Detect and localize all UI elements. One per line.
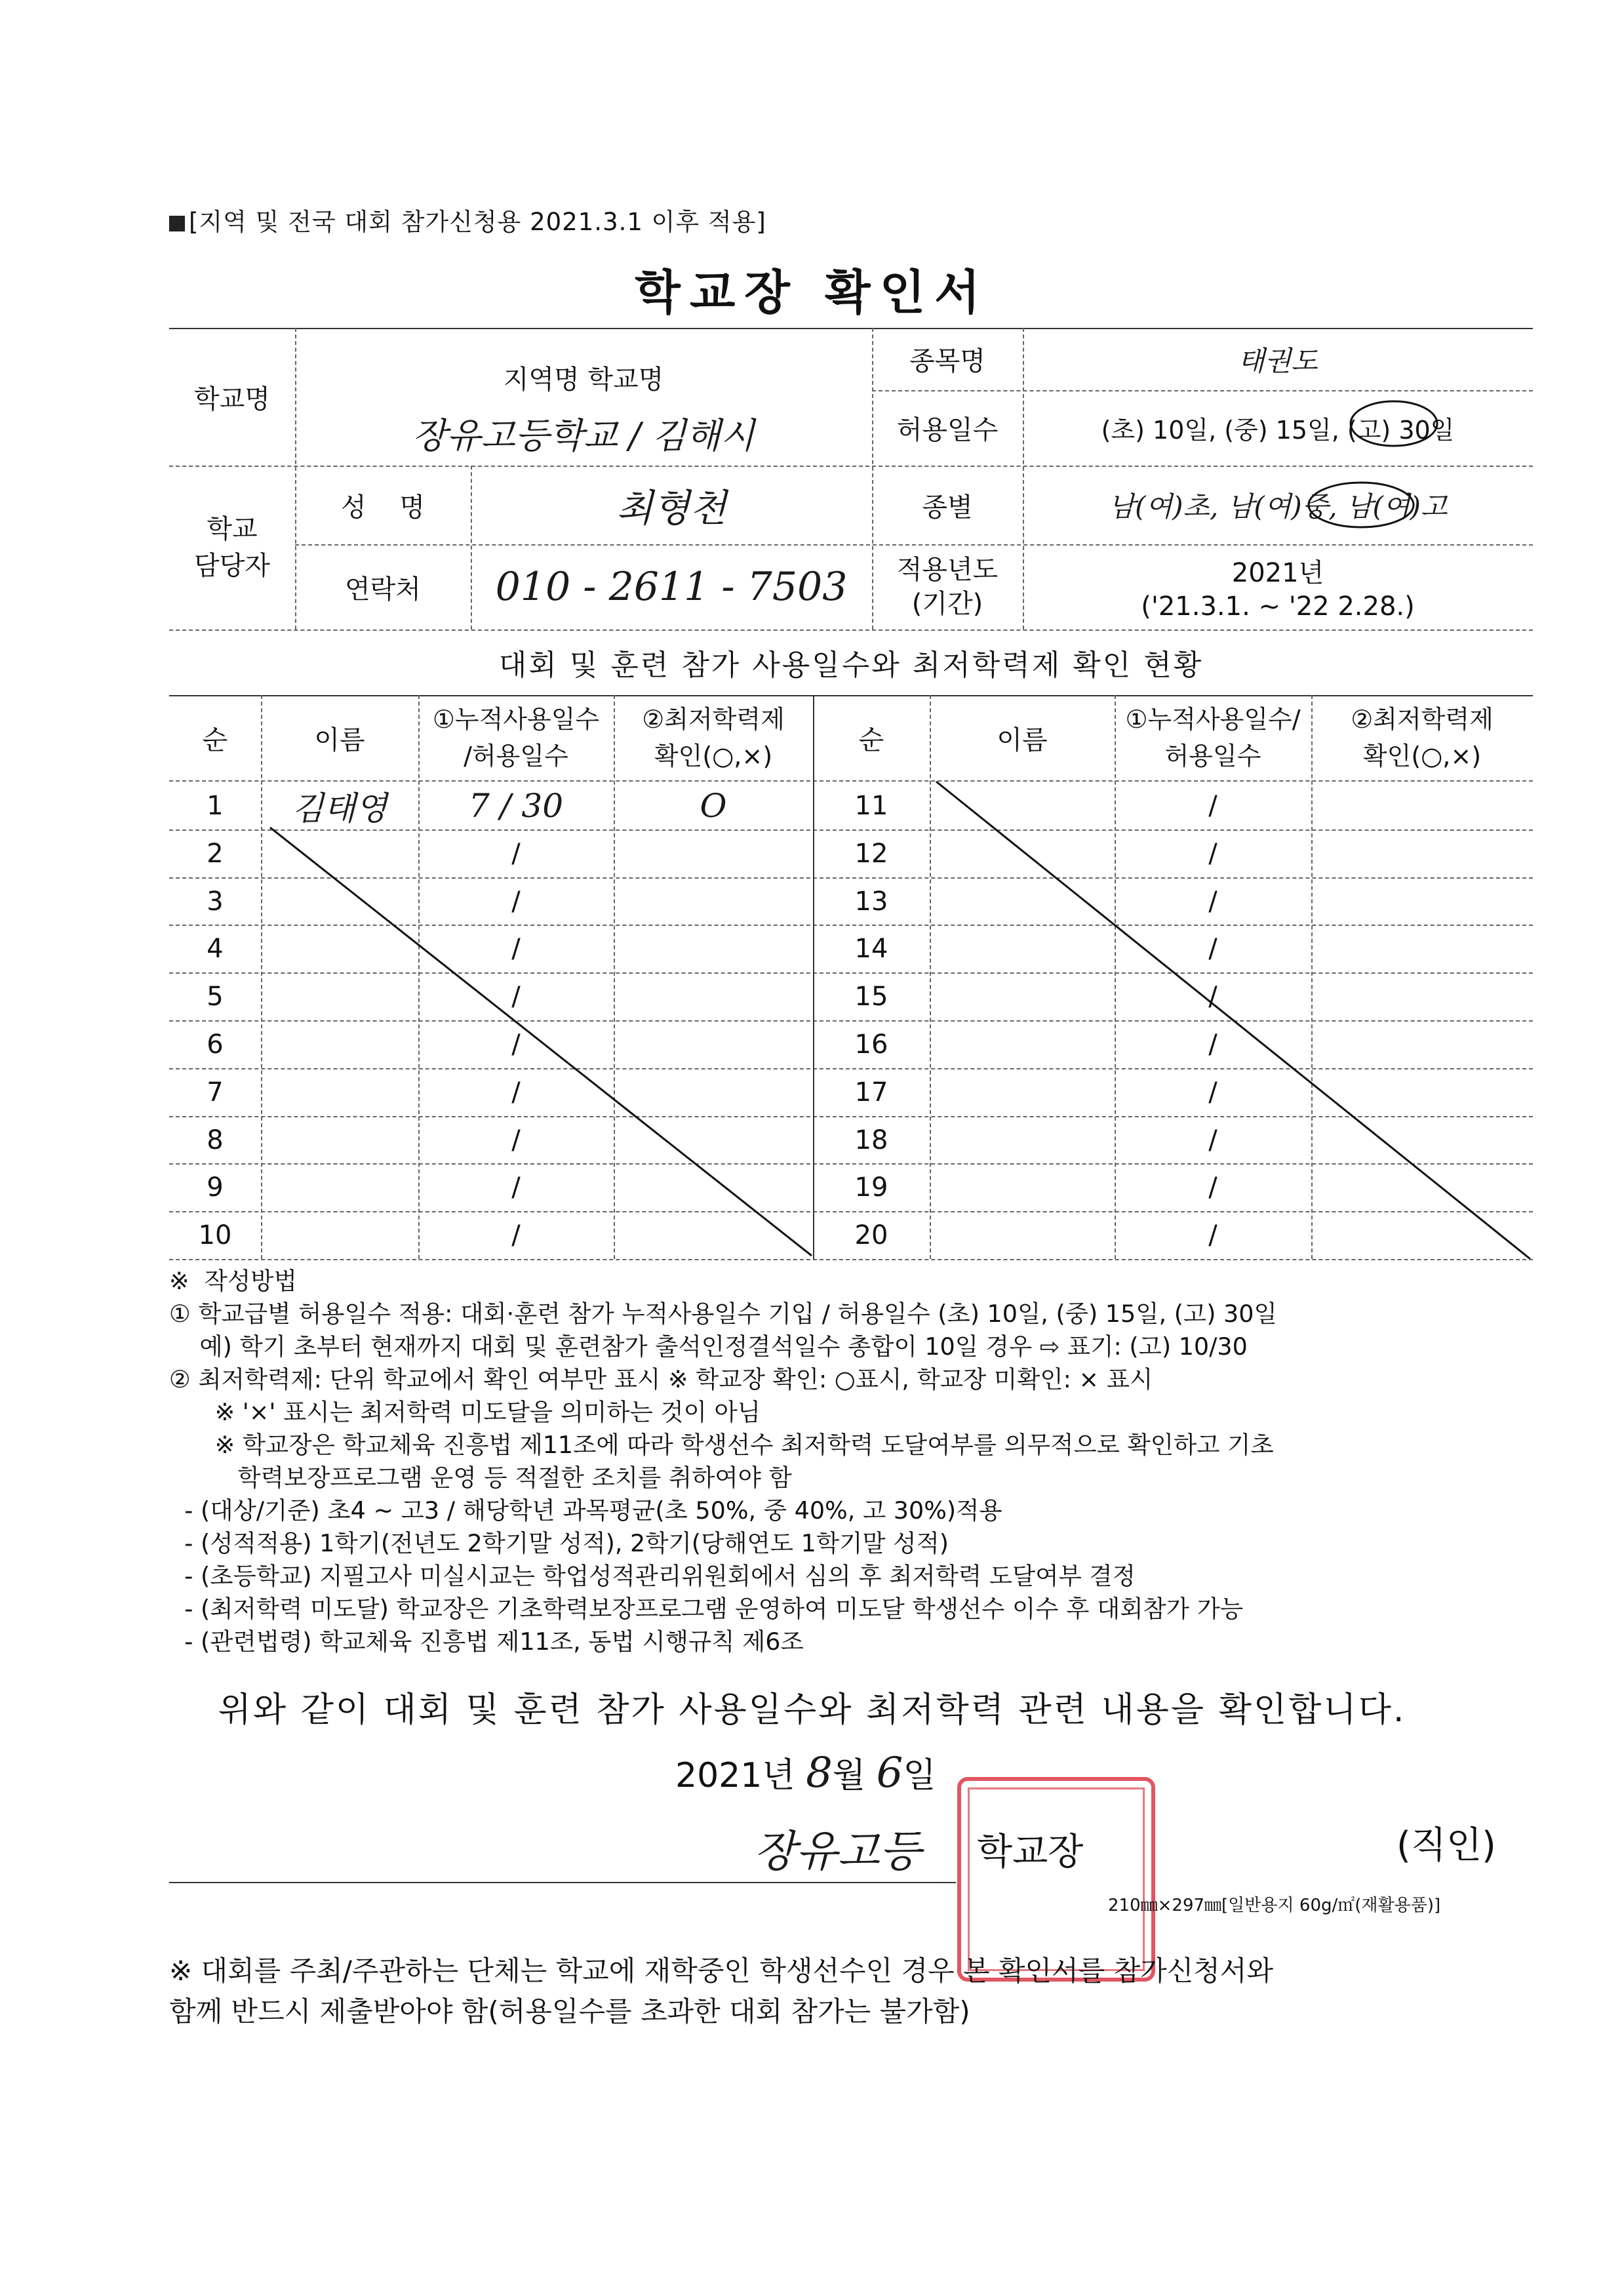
note-line: 학력보장프로그램 운영 등 적절한 조치를 취하여야 함 [169,1464,792,1492]
cumulative-days: / [511,1172,521,1203]
row-number-2: 19 [854,1172,888,1203]
cumulative-days: / [511,838,521,869]
row-number: 4 [207,933,224,964]
row-number-2: 16 [854,1029,888,1060]
row-number: 1 [207,790,224,821]
note-line: - (대상/기준) 초4 ~ 고3 / 해당학년 과목평균(초 50%, 중 40%, 고 30%)적용 [169,1496,1002,1525]
cumulative-days: / [511,981,521,1012]
seal-label: (직인) [1396,1824,1496,1867]
cumulative-days-2: / [1208,1077,1218,1108]
student-name: 김태영 [292,789,387,828]
row-number-2: 17 [854,1077,888,1108]
col-header-no: 순 [202,725,228,755]
contact-label: 연락처 [345,574,421,605]
date-day-unit: 일 [903,1756,936,1795]
cumulative-days-2: / [1208,981,1218,1012]
cumulative-days-2: / [1208,886,1218,917]
row-number: 7 [207,1077,224,1108]
col-header-name: 이름 [314,725,365,755]
date-month: 8 [806,1749,833,1797]
col-header-check: ②최저학력제 확인(○,×) [642,705,785,770]
year-label: 적용년도 (기간) [896,555,999,619]
row-number-2: 18 [854,1125,888,1155]
category-value: 남(여)초, 남(여)중, 남(여)고 [1108,490,1448,523]
document-title: 학교장 확인서 [635,265,989,320]
cumulative-days-2: / [1208,1125,1218,1155]
submission-note [169,1951,1273,2032]
category-label: 종별 [922,492,973,523]
submission-note-line-1: ※ 대회를 주최/주관하는 단체는 학교에 재학중인 학생선수인 경우 본 확인서를 참가신청서와 [169,1955,1274,1987]
signature-rule [169,1882,956,1883]
cumulative-days-2: / [1208,933,1218,964]
sport-label: 종목명 [909,346,985,376]
submission-note-line-2: 함께 반드시 제출받아야 함(허용일수를 초과한 대회 참가는 불가함) [169,1995,970,2027]
cumulative-days-2: / [1208,1029,1218,1060]
handwritten-school-name: 장유고등 [754,1826,922,1877]
sport-value: 태권도 [1238,344,1318,377]
note-line: - (관련법령) 학교체육 진흥법 제11조, 동법 시행규칙 제6조 [169,1627,804,1656]
date-month-unit: 월 [832,1756,866,1795]
principal-title: 학교장 [977,1831,1084,1873]
note-line: - (최저학력 미도달) 학교장은 기초학력보장프로그램 운영하여 미도달 학생선수 이수 후 대회참가 가능 [169,1595,1244,1623]
cumulative-days-2: / [1208,1220,1218,1250]
manager-name-value: 최형천 [616,486,727,530]
school-label: 학교명 [194,384,270,414]
col-header-name-2: 이름 [997,725,1048,755]
year-period: ('21.3.1. ~ '22 2.28.) [1141,591,1415,622]
note-line: 예) 학기 초부터 현재까지 대회 및 훈련참가 출석인정결석일수 총합이 10일 경우 ⇨ 표기: (고) 10/30 [169,1332,1248,1361]
contact-value: 010 - 2611 - 7503 [495,564,848,610]
cumulative-days-2: / [1208,790,1218,821]
col-header-check-2: ②최저학력제 확인(○,×) [1351,705,1494,770]
row-number: 3 [207,886,224,917]
note-line: - (성적적용) 1학기(전년도 2학기말 성적), 2학기(당해연도 1학기말 성적) [169,1529,949,1557]
manager-label: 학교 담당자 [194,514,270,581]
cumulative-days-2: / [1208,838,1218,869]
col-header-days: ①누적사용일수 /허용일수 [432,705,600,770]
row-number: 9 [207,1172,224,1203]
school-name-value: 장유고등학교 / 김해시 [412,414,755,456]
col-header-days-2: ①누적사용일수/ 허용일수 [1125,705,1301,770]
manager-name-label: 성 명 [340,492,426,523]
category-circle-mark [1309,483,1414,527]
status-table-title: 대회 및 훈련 참가 사용일수와 최저학력제 확인 현황 [498,649,1204,682]
row-number-2: 13 [854,886,888,917]
note-line: - (초등학교) 지필고사 미실시교는 학업성적관리위원회에서 심의 후 최저학력 도달여부 결정 [169,1562,1136,1590]
note-line: ※ 작성방법 [169,1267,297,1295]
note-line: ① 학교급별 허용일수 적용: 대회·훈련 참가 누적사용일수 기입 / 허용일수 (초) 10일, (중) 15일, (고) 30일 [169,1300,1277,1328]
cumulative-days: / [511,1220,521,1250]
minimum-achievement-check: O [700,786,727,825]
form-version-note: [지역 및 전국 대회 참가신청용 2021.3.1 이후 적용] [169,202,766,237]
allowed-days-value: (초) 10일, (중) 15일, (고) 30일 [1101,416,1455,445]
signing-date [675,1747,936,1797]
declaration-text: 위와 같이 대회 및 훈련 참가 사용일수와 최저학력 관련 내용을 확인합니다. [218,1690,1406,1730]
cumulative-days: / [511,1077,521,1108]
row-number-2: 11 [854,790,888,821]
table-bottom-border [169,1259,1533,1260]
year-value: 2021년 [1231,557,1324,588]
note-line: ※ '×' 표시는 최저학력 미도달을 의미하는 것이 아님 [169,1398,761,1426]
row-number-2: 14 [854,933,888,964]
row-number-2: 20 [854,1220,888,1250]
note-line: ※ 학교장은 학교체육 진흥법 제11조에 따라 학생선수 최저학력 도달여부를 의무적으로 확인하고 기초 [169,1431,1274,1459]
cumulative-days: 7 / 30 [468,786,564,825]
date-year: 2021년 [675,1756,795,1795]
school-sublabel: 지역명 학교명 [503,364,664,395]
cumulative-days: / [511,1029,521,1060]
row-number: 8 [207,1125,224,1155]
note-line: ② 최저학력제: 단위 학교에서 확인 여부만 표시 ※ 학교장 확인: ○표시, 학교장 미확인: × 표시 [169,1365,1153,1393]
row-number: 10 [198,1220,232,1250]
cumulative-days: / [511,886,521,917]
high-school-circle-mark [1351,401,1437,446]
cumulative-days: / [511,1125,521,1155]
col-header-no-2: 순 [858,725,884,755]
row-number: 2 [207,838,224,869]
allowed-days-label: 허용일수 [896,415,999,445]
paper-spec: 210㎜×297㎜[일반용지 60g/㎡(재활용품)] [1108,1896,1441,1915]
row-number: 5 [207,981,224,1012]
cumulative-days-2: / [1208,1172,1218,1203]
row-number-2: 12 [854,838,888,869]
date-day: 6 [876,1749,903,1797]
cumulative-days: / [511,933,521,964]
row-number: 6 [207,1029,224,1060]
row-number-2: 15 [854,981,888,1012]
